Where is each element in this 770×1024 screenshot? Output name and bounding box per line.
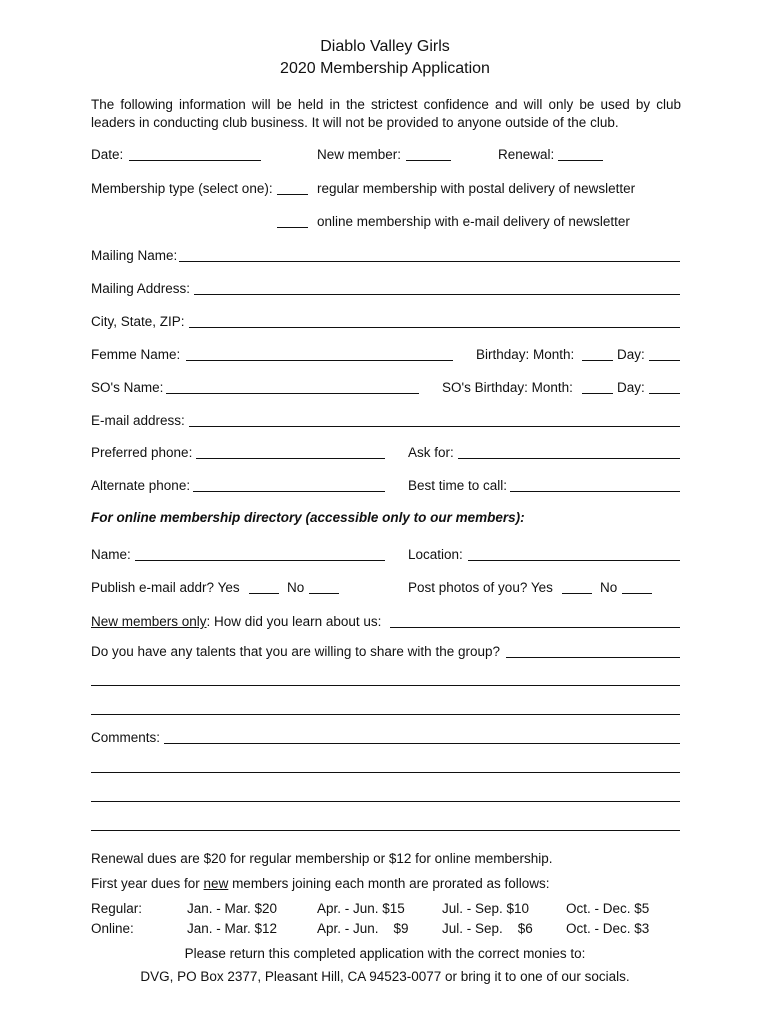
new-members-only-label: New members only [91, 614, 207, 629]
dues-cell: Oct. - Dec. $5 [566, 901, 650, 916]
how-learn-label: : How did you learn about us: [206, 614, 382, 629]
birthday-day-line[interactable] [649, 360, 680, 361]
type-regular-label: regular membership with postal delivery of newsletter [317, 181, 636, 196]
femme-name-line[interactable] [186, 360, 453, 361]
new-member-label: New member: [317, 147, 402, 162]
so-birthday-month-line[interactable] [582, 393, 613, 394]
dues-cell: Jul. - Sep. $10 [442, 901, 530, 916]
preferred-phone-line[interactable] [196, 458, 385, 459]
new-member-line[interactable] [406, 160, 451, 161]
how-learn-question [91, 614, 381, 629]
how-learn-line[interactable] [390, 627, 680, 628]
intro-paragraph [91, 96, 681, 132]
form-title: 2020 Membership Application [280, 60, 490, 77]
return-instructions: Please return this completed application with the correct monies to: [184, 946, 586, 961]
birthday-day-label: Day: [617, 347, 645, 362]
talents-line-3[interactable] [91, 714, 680, 715]
alternate-phone-line[interactable] [193, 491, 385, 492]
alternate-phone-label: Alternate phone: [91, 478, 191, 493]
first-year-post: members joining each month are prorated as follows: [228, 876, 550, 891]
dues-cell: Jan. - Mar. $20 [187, 901, 278, 916]
so-birthday-day-line[interactable] [649, 393, 680, 394]
ask-for-line[interactable] [458, 458, 680, 459]
so-name-line[interactable] [166, 393, 419, 394]
directory-name-label: Name: [91, 547, 131, 562]
mailing-name-label: Mailing Name: [91, 248, 178, 263]
dues-cell: Apr. - Jun. $9 [317, 921, 409, 936]
best-time-label: Best time to call: [408, 478, 508, 493]
ask-for-label: Ask for: [408, 445, 454, 460]
directory-location-line[interactable] [468, 560, 680, 561]
post-photos-label: Post photos of you? Yes [408, 580, 553, 595]
type-online-line[interactable] [277, 227, 308, 228]
date-line[interactable] [129, 160, 261, 161]
date-label: Date: [91, 147, 124, 162]
mailing-address-line[interactable] [194, 294, 680, 295]
first-year-pre: First year dues for [91, 876, 204, 891]
email-label: E-mail address: [91, 413, 185, 428]
directory-heading: For online membership directory (accessible only to our members): [91, 510, 525, 525]
publish-email-yes-line[interactable] [249, 593, 279, 594]
publish-email-no-label: No [287, 580, 305, 595]
type-regular-line[interactable] [277, 194, 308, 195]
type-online-label: online membership with e-mail delivery of newsletter [317, 214, 630, 229]
dues-row-label: Online: [91, 921, 134, 936]
first-year-dues-text [91, 876, 549, 891]
directory-location-label: Location: [408, 547, 463, 562]
talents-question: Do you have any talents that you are willing to share with the group? [91, 644, 500, 659]
dues-cell: Jan. - Mar. $12 [187, 921, 278, 936]
best-time-line[interactable] [510, 491, 680, 492]
comments-label: Comments: [91, 730, 161, 745]
mailing-address-label: Mailing Address: [91, 281, 191, 296]
post-photos-no-line[interactable] [622, 593, 652, 594]
so-birthday-month-label: SO's Birthday: Month: [442, 380, 573, 395]
comments-line-2[interactable] [91, 772, 680, 773]
dues-cell: Jul. - Sep. $6 [442, 921, 533, 936]
renewal-label: Renewal: [498, 147, 555, 162]
so-name-label: SO's Name: [91, 380, 164, 395]
renewal-dues-text: Renewal dues are $20 for regular membership or $12 for online membership. [91, 851, 553, 866]
publish-email-label: Publish e-mail addr? Yes [91, 580, 240, 595]
directory-name-line[interactable] [135, 560, 385, 561]
publish-email-no-line[interactable] [309, 593, 339, 594]
city-state-zip-label: City, State, ZIP: [91, 314, 185, 329]
dues-row-label: Regular: [91, 901, 143, 916]
so-birthday-day-label: Day: [617, 380, 645, 395]
femme-name-label: Femme Name: [91, 347, 181, 362]
email-line[interactable] [189, 426, 680, 427]
renewal-line[interactable] [558, 160, 603, 161]
dues-cell: Oct. - Dec. $3 [566, 921, 650, 936]
mailing-address-footer: DVG, PO Box 2377, Pleasant Hill, CA 94523-0077 or bring it to one of our socials. [140, 969, 630, 984]
dues-cell: Apr. - Jun. $15 [317, 901, 405, 916]
mailing-name-line[interactable] [179, 261, 680, 262]
intro-text: The following information will be held in the strictest confidence and will only be used by club leaders in conducting club business. It will not be provided to anyone outside of the club. [91, 97, 681, 130]
talents-line-2[interactable] [91, 685, 680, 686]
first-year-new: new [203, 876, 229, 891]
post-photos-no-label: No [600, 580, 618, 595]
comments-line-1[interactable] [164, 743, 680, 744]
preferred-phone-label: Preferred phone: [91, 445, 193, 460]
post-photos-yes-line[interactable] [562, 593, 592, 594]
comments-line-3[interactable] [91, 801, 680, 802]
org-name: Diablo Valley Girls [320, 38, 450, 55]
membership-type-label: Membership type (select one): [91, 181, 273, 196]
comments-line-4[interactable] [91, 830, 680, 831]
talents-line-1[interactable] [506, 657, 680, 658]
birthday-month-label: Birthday: Month: [476, 347, 575, 362]
city-state-zip-line[interactable] [189, 327, 680, 328]
birthday-month-line[interactable] [582, 360, 613, 361]
